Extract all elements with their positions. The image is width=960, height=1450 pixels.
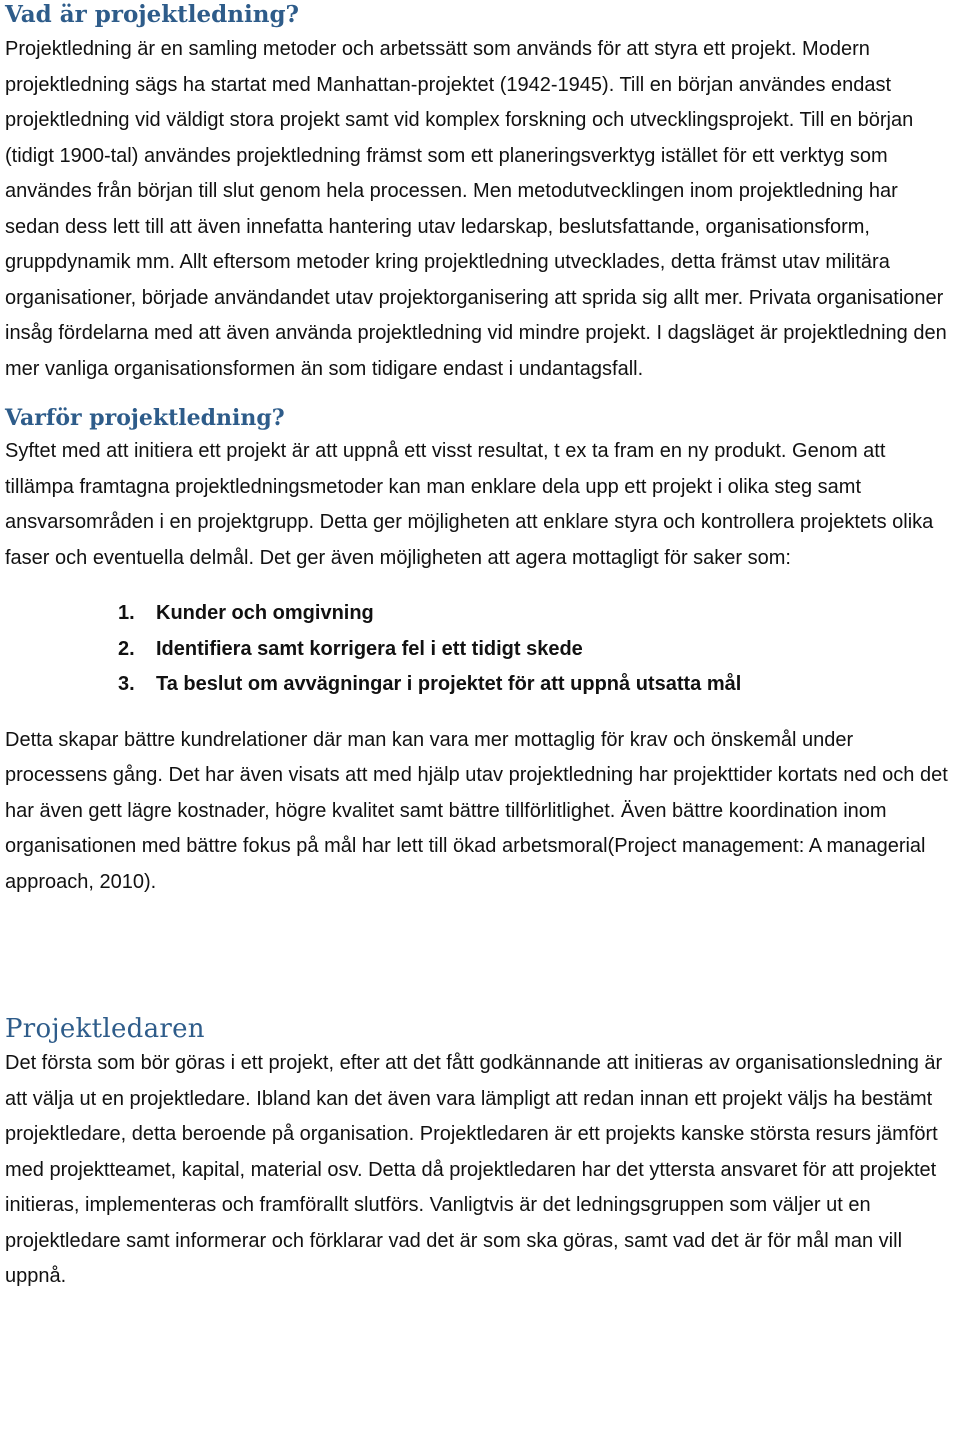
list-item [118, 632, 957, 668]
list-item [118, 667, 957, 703]
section-paragraph-intro: Projektledning är en samling metoder och arbetssätt som används för att styra ett projekt. Modern projektledning sägs ha startat med Manhattan-projektet (1942-1945). Till en början användes endast projektledning vid väldigt stora projekt samt vid komplex forskning och utvecklingsprojekt. Till en början (tidigt 1900-tal) användes projektledning främst som ett planeringsverktyg istället för ett verktyg som användes från början till slut genom hela processen. Men metodutvecklingen inom projektledning har sedan dess lett till att även innefatta hantering utav ledarskap, beslutsfattande, organisationsform, gruppdynamik mm. Allt eftersom metoder kring projektledning utvecklades, detta främst utav militära organisationer, började användandet utav projektorganisering att sprida sig allt mer. Privata organisationer insåg fördelarna med att även använda projektledning vid mindre projekt. I dagsläget är projektledning den mer vanliga organisationsformen än som tidigare endast i undantagsfall. [5, 38, 947, 380]
document-page [5, 0, 957, 1295]
list-item-text: Ta beslut om avvägningar i projektet för att uppnå utsatta mål [156, 673, 742, 695]
list-item-text: Identifiera samt korrigera fel i ett tidigt skede [156, 637, 583, 660]
list-item-number: 1. [118, 602, 135, 624]
list-item-text: Kunder och omgivning [156, 602, 374, 624]
section-paragraph-varfor: Syftet med att initiera ett projekt är att uppnå ett visst resultat, t ex ta fram en ny produkt. Genom att tillämpa framtagna projektledningsmetoder kan man enklare dela upp ett projekt i olika steg samt ansvarsområden i en projektgrupp. Detta ger möjligheten att enklare styra och kontrollera projektets olika faser och eventuella delmål. Det ger även möjligheten att agera mottagligt för saker som: [5, 440, 934, 569]
section-paragraph-effekter: Detta skapar bättre kundrelationer där man kan vara mer mottaglig för krav och önskemål under processens gång. Det har även visats att med hjälp utav projektledning har projekttider kortats ned och det har även gett lägre kostnader, högre kvalitet samt bättre tillförlitlighet. Även bättre koordination inom organisationen med bättre fokus på mål har lett till ökad arbetsmoral(Project management: A managerial approach, 2010). [5, 728, 948, 893]
section-heading-varfor-projektledning: Varför projektledning? [5, 405, 285, 431]
list-item-number: 3. [118, 673, 135, 695]
section-heading-projektledaren: Projektledaren [5, 1014, 205, 1044]
benefit-list [5, 596, 957, 703]
list-item-number: 2. [118, 637, 135, 660]
section-paragraph-projektledaren: Det första som bör göras i ett projekt, efter att det fått godkännande att initieras av organisationsledning är att välja ut en projektledare. Ibland kan det även vara lämpligt att redan innan ett projekt väljs ha bestämt projektledare, detta beroende på organisation. Projektledaren är ett projekts kanske största resurs jämfört med projektteamet, kapital, material osv. Detta då projektledaren har det yttersta ansvaret för att projektet initieras, implementeras och framförallt slutförs. Vanligtvis är det ledningsgruppen som väljer ut en projektledare samt informerar och förklarar vad det är som ska göras, samt vad det är för mål man vill uppnå. [5, 1052, 943, 1287]
section-heading-vad-ar-projektledning: Vad är projektledning? [5, 1, 300, 28]
list-item [118, 596, 957, 632]
